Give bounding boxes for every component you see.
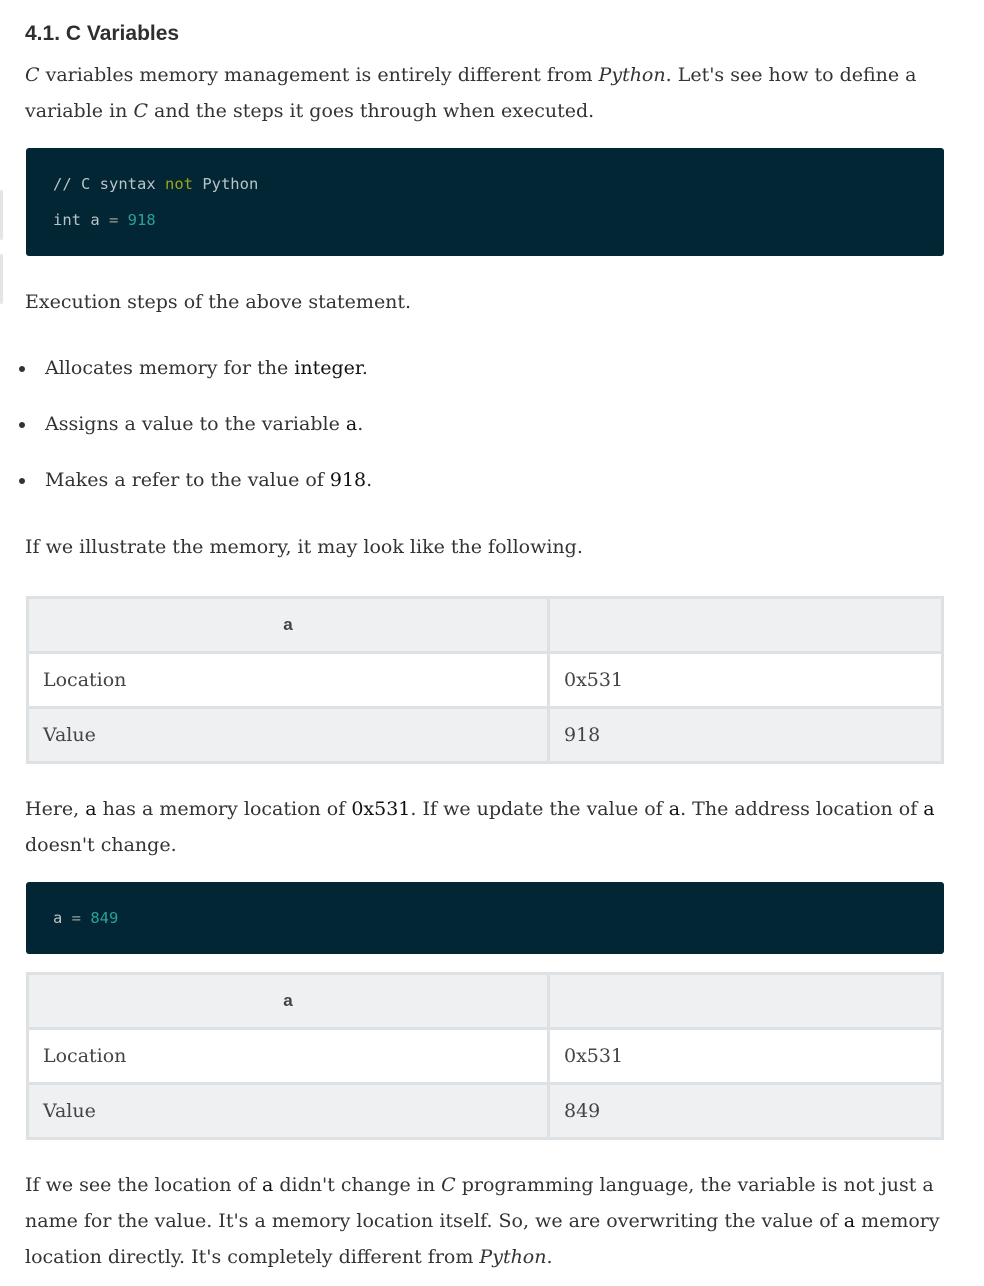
code-line-declaration: int a = 918 [53, 211, 156, 229]
table-row [28, 1029, 943, 1084]
code-block-assignment[interactable] [26, 882, 944, 954]
value-cell: 849 [549, 1084, 943, 1139]
code-block-declaration[interactable] [26, 148, 944, 256]
location-label: Location [28, 1029, 549, 1084]
location-value: 0x531 [549, 1029, 943, 1084]
table-row [28, 598, 943, 653]
lang-c: C [441, 1174, 456, 1196]
table-row [28, 653, 943, 708]
list-item: Makes a refer to the value of 918. [0, 462, 900, 518]
code-line-comment: // C syntax not Python [53, 175, 259, 193]
code-line-assignment: a = 849 [53, 909, 119, 927]
value-cell: 918 [549, 708, 943, 763]
table-header-variable: a [28, 598, 549, 653]
list-item: Assigns a value to the variable a. [0, 406, 900, 462]
table-header-variable: a [28, 974, 549, 1029]
bullet-icon [19, 366, 25, 372]
illustrate-paragraph: If we illustrate the memory, it may look like the following. [25, 536, 583, 558]
steps-title: Execution steps of the above statement. [25, 291, 412, 313]
table-header-empty [549, 598, 943, 653]
conclusion-paragraph: If we see the location of a didn't change in C programming language, the variable is not just a name for the value. It's a memory location itself. So, we are overwriting the value of a memory location directly. It's completely different from Python. [25, 1174, 940, 1268]
location-label: Location [28, 653, 549, 708]
execution-steps-list [0, 350, 900, 518]
memory-table-updated [26, 972, 944, 1140]
lang-python: Python [598, 64, 666, 86]
intro-paragraph: C variables memory management is entirely different from Python. Let's see how to define a variable in C and the steps it goes through when executed. [25, 64, 917, 122]
explain-paragraph: Here, a has a memory location of 0x531. If we update the value of a. The address location of a doesn't change. [25, 798, 935, 856]
list-item: Allocates memory for the integer. [0, 350, 900, 406]
value-label: Value [28, 708, 549, 763]
table-row [28, 1084, 943, 1139]
side-tab-bottom [0, 254, 3, 304]
memory-table-initial [26, 596, 944, 764]
table-header-empty [549, 974, 943, 1029]
value-label: Value [28, 1084, 549, 1139]
bullet-icon [19, 478, 25, 484]
table-row [28, 708, 943, 763]
side-tab-top [0, 190, 3, 240]
lang-python: Python [479, 1246, 547, 1268]
lang-c: C [133, 100, 148, 122]
lang-c: C [25, 64, 40, 86]
table-row [28, 974, 943, 1029]
section-heading: 4.1. C Variables [25, 22, 180, 45]
location-value: 0x531 [549, 653, 943, 708]
bullet-icon [19, 422, 25, 428]
